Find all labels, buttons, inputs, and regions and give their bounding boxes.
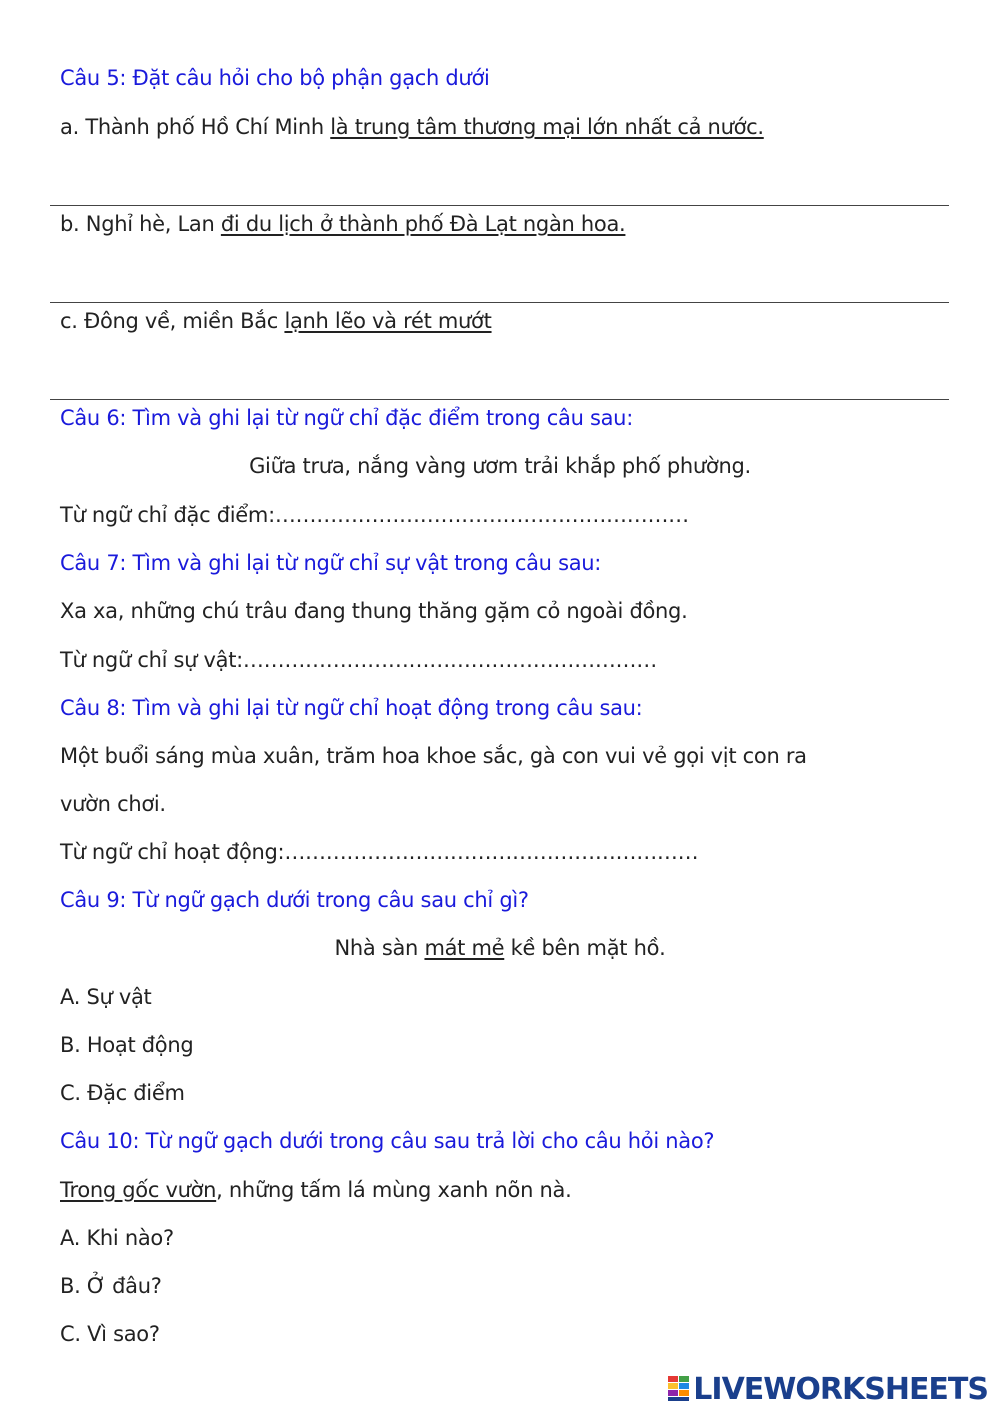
q5-b-label: b. bbox=[60, 212, 80, 236]
logo-blocks-icon bbox=[668, 1376, 690, 1402]
q10-underlined-phrase: Trong gốc vườn bbox=[60, 1178, 217, 1202]
answer-line-c[interactable] bbox=[50, 399, 949, 400]
q8-title: Câu 8: Tìm và ghi lại từ ngữ chỉ hoạt động trong câu sau: bbox=[60, 696, 643, 720]
q9-underlined-word: mát mẻ bbox=[424, 936, 505, 960]
q5-b-line bbox=[60, 209, 625, 239]
q5-b-text: Nghỉ hè, Lan bbox=[79, 212, 221, 236]
q5-a-underlined: là trung tâm thương mại lớn nhất cả nước. bbox=[330, 115, 764, 139]
q10-option-a[interactable]: A. Khi nào? bbox=[60, 1226, 174, 1250]
q8-sentence-line1: Một buổi sáng mùa xuân, trăm hoa khoe sắc, gà con vui vẻ gọi vịt con ra bbox=[60, 744, 807, 768]
q9-option-b[interactable]: B. Hoạt động bbox=[60, 1033, 194, 1057]
q5-c-label: c. bbox=[60, 309, 78, 333]
q5-title: Câu 5: Đặt câu hỏi cho bộ phận gạch dưới bbox=[60, 66, 490, 90]
q10-title: Câu 10: Từ ngữ gạch dưới trong câu sau trả lời cho câu hỏi nào? bbox=[60, 1129, 715, 1153]
q5-a-text: Thành phố Hồ Chí Minh bbox=[78, 115, 331, 139]
q9-sentence-post: kề bên mặt hồ. bbox=[504, 936, 666, 960]
q5-a-line bbox=[60, 112, 764, 142]
q10-option-b[interactable]: B. Ở đâu? bbox=[60, 1274, 162, 1298]
q7-answer-field[interactable]: Từ ngữ chỉ sự vật:…………………………………………………… bbox=[60, 648, 657, 672]
liveworksheets-logo bbox=[668, 1371, 988, 1407]
q7-sentence: Xa xa, những chú trâu đang thung thăng gặm cỏ ngoài đồng. bbox=[60, 599, 688, 623]
q5-c-text: Đông về, miền Bắc bbox=[77, 309, 285, 333]
q9-sentence-pre: Nhà sàn bbox=[334, 936, 425, 960]
q9-option-a[interactable]: A. Sự vật bbox=[60, 985, 152, 1009]
q10-sentence-post: , những tấm lá mùng xanh nõn nà. bbox=[216, 1178, 572, 1202]
q10-option-c[interactable]: C. Vì sao? bbox=[60, 1322, 160, 1346]
answer-line-a[interactable] bbox=[50, 205, 949, 206]
logo-text: LIVEWORKSHEETS bbox=[693, 1371, 988, 1407]
q6-sentence: Giữa trưa, nắng vàng ươm trải khắp phố phường. bbox=[249, 454, 751, 478]
q5-c-underlined: lạnh lẽo và rét mướt bbox=[284, 309, 492, 333]
q7-title: Câu 7: Tìm và ghi lại từ ngữ chỉ sự vật trong câu sau: bbox=[60, 551, 602, 575]
q10-sentence bbox=[60, 1175, 571, 1205]
q5-b-underlined: đi du lịch ở thành phố Đà Lạt ngàn hoa. bbox=[220, 212, 626, 236]
q9-sentence bbox=[0, 933, 1000, 963]
q5-a-label: a. bbox=[60, 115, 79, 139]
q6-answer-field[interactable]: Từ ngữ chỉ đặc điểm:…………………………………………………… bbox=[60, 503, 689, 527]
q9-title: Câu 9: Từ ngữ gạch dưới trong câu sau chỉ gì? bbox=[60, 888, 529, 912]
answer-line-b[interactable] bbox=[50, 302, 949, 303]
q8-answer-field[interactable]: Từ ngữ chỉ hoạt động:…………………………………………………… bbox=[60, 840, 699, 864]
q6-title: Câu 6: Tìm và ghi lại từ ngữ chỉ đặc điểm trong câu sau: bbox=[60, 406, 633, 430]
q9-option-c[interactable]: C. Đặc điểm bbox=[60, 1081, 185, 1105]
q5-c-line bbox=[60, 306, 492, 336]
q8-sentence-line2: vườn chơi. bbox=[60, 792, 166, 816]
